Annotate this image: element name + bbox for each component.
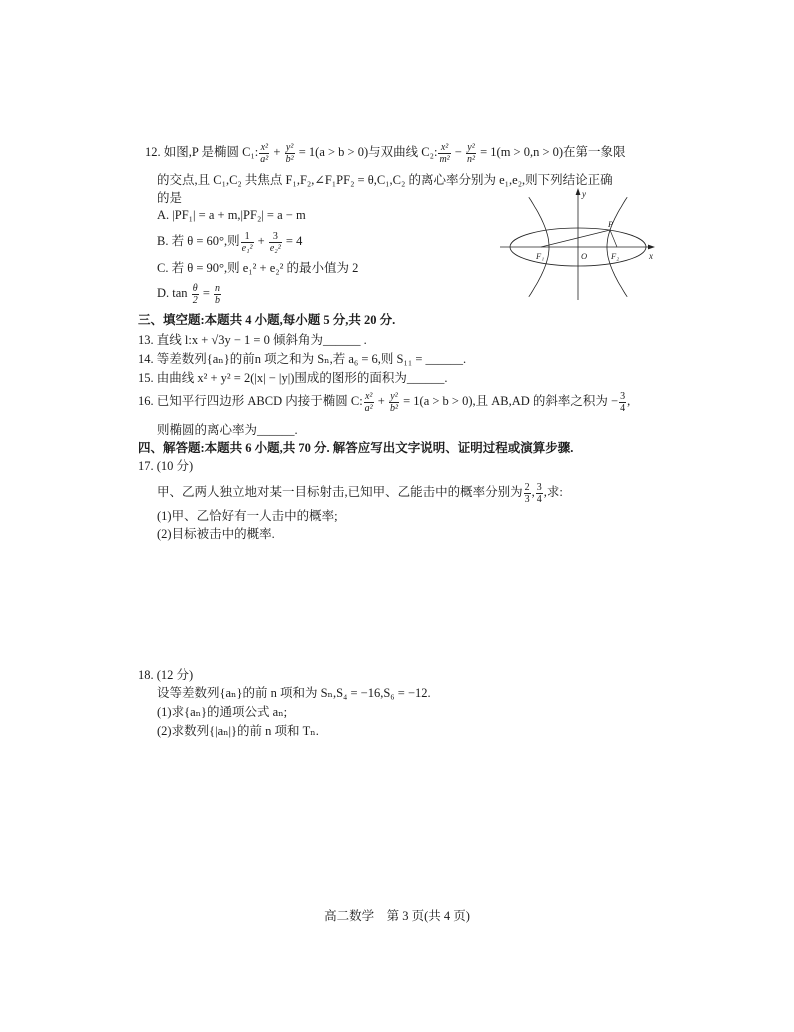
question-17-part-1: (1)甲、乙恰好有一人击中的概率; [157,509,338,523]
fraction-numerator: x² [438,142,450,154]
fraction-numerator: θ [192,282,198,294]
question-16-text-b: + [374,394,388,408]
segment-f1-p [541,230,610,247]
fraction-denominator: 4 [536,493,542,505]
question-17-title: 17. (10 分) [138,459,194,473]
fraction-denominator: b [215,294,220,306]
fraction-numerator: x² [260,141,269,153]
fraction-3-over-4 [536,482,543,505]
option-b-text-c: = 4 [282,234,303,248]
fraction-denominator: a² [364,402,373,414]
question-16-text-d: , [627,394,631,408]
fraction-1-over-e1-squared [241,231,254,254]
fraction-numerator: 1 [241,231,254,243]
question-17-part-2: (2)目标被击中的概率. [157,527,275,541]
option-d-text-b: = [199,286,213,300]
x-axis-arrow [648,245,655,250]
option-a: A. |PF₁| = a + m,|PF₂| = a − m [157,208,306,222]
fraction-y2-over-n2 [466,142,476,165]
fraction-numerator: 3 [536,481,542,493]
fraction-3-over-4 [619,391,626,414]
question-17-text-b: , [531,485,535,499]
fraction-numerator: y² [285,141,294,153]
focus-f1-label: F₁ [536,251,545,261]
fraction-numerator: n [215,282,220,294]
fraction-denominator: m² [439,153,450,165]
question-14: 14. 等差数列{aₙ}的前n 项之和为 Sₙ,若 a₆ = 6,则 S₁₁ = ______. [138,352,467,366]
question-18-title: 18. (12 分) [138,668,194,682]
fraction-denominator: b² [285,153,294,165]
origin-label: O [581,251,588,261]
option-c: C. 若 θ = 90°,则 e₁² + e₂² 的最小值为 2 [157,261,359,275]
question-12-text-c: = 1(a > b > 0)与双曲线 C₂: [295,145,438,159]
fraction-x2-over-a2 [259,142,269,165]
fraction-x2-over-m2 [438,142,450,165]
question-13: 13. 直线 l:x + √3y − 1 = 0 倾斜角为______ . [138,333,367,347]
fraction-2-over-3 [524,482,531,505]
question-12-text-d: − [451,145,465,159]
y-axis-label: y [582,189,586,199]
question-16-text-c: = 1(a > b > 0),且 AB,AD 的斜率之积为 − [399,394,619,408]
question-16-line-2: 则椭圆的离心率为______. [157,423,298,437]
question-15: 15. 由曲线 x² + y² = 2(|x| − |y|)围成的图形的面积为______. [138,371,448,385]
fraction-denominator: 4 [620,402,626,414]
fraction-y2-over-b2 [389,391,399,414]
fraction-n-over-b [214,283,221,306]
option-b-text-a: B. 若 θ = 60°,则 [157,234,240,248]
section-3-heading: 三、填空题:本题共 4 小题,每小题 5 分,共 20 分. [138,313,396,327]
fraction-y2-over-b2 [285,142,295,165]
question-16-text-a: 16. 已知平行四边形 ABCD 内接于椭圆 C: [138,394,363,408]
option-d [157,281,222,305]
question-12-text-a: 12. 如图,P 是椭圆 C₁: [145,145,259,159]
question-18-part-2: (2)求数列{|aₙ|}的前 n 项和 Tₙ. [157,724,319,738]
fraction-denominator: a² [260,153,269,165]
option-b [157,229,302,253]
fraction-denominator: 3 [524,493,530,505]
question-18-part-1: (1)求{aₙ}的通项公式 aₙ; [157,705,288,719]
fraction-denominator: b² [389,402,398,414]
page-footer: 高二数学 第 3 页(共 4 页) [324,909,470,923]
question-12-text-b: + [270,145,284,159]
x-axis-label: x [649,251,653,261]
focus-f2-label: F₂ [611,251,620,261]
y-axis-arrow [576,188,581,195]
fraction-numerator: x² [364,390,373,402]
point-p-label: P [608,219,614,229]
fraction-denominator: e₂² [269,242,281,254]
ellipse-hyperbola-figure [495,186,660,304]
segment-p-f2 [610,230,617,247]
fraction-theta-over-2 [192,283,199,306]
question-17-stem [157,480,563,504]
fraction-numerator: y² [390,390,398,402]
question-12-line-2: 的交点,且 C₁,C₂ 共焦点 F₁,F₂,∠F₁PF₂ = θ,C₁,C₂ 的离心率分别为 e₁,e₂,则下列结论正确 [157,173,613,187]
fraction-denominator: n² [466,153,475,165]
fraction-numerator: 2 [524,481,530,493]
question-12-line-3: 的是 [157,191,183,205]
fraction-x2-over-a2 [364,391,374,414]
fraction-numerator: y² [467,141,475,153]
question-17-text-c: ,求: [543,485,563,499]
fraction-denominator: e₁² [241,242,253,254]
question-17-text-a: 甲、乙两人独立地对某一目标射击,已知甲、乙能击中的概率分别为 [157,485,523,499]
option-b-text-b: + [254,234,268,248]
option-d-text-a: D. tan [157,286,191,300]
fraction-numerator: 3 [269,231,282,243]
question-16-line-1 [138,389,630,413]
fraction-numerator: 3 [620,390,626,402]
question-12-line-1 [145,140,626,164]
question-18-stem: 设等差数列{aₙ}的前 n 项和为 Sₙ,S₄ = −16,S₆ = −12. [157,686,431,700]
question-12-text-e: = 1(m > 0,n > 0)在第一象限 [476,145,626,159]
fraction-3-over-e2-squared [269,231,282,254]
fraction-denominator: 2 [192,294,198,306]
section-4-heading: 四、解答题:本题共 6 小题,共 70 分. 解答应写出文字说明、证明过程或演算步骤. [138,441,574,455]
